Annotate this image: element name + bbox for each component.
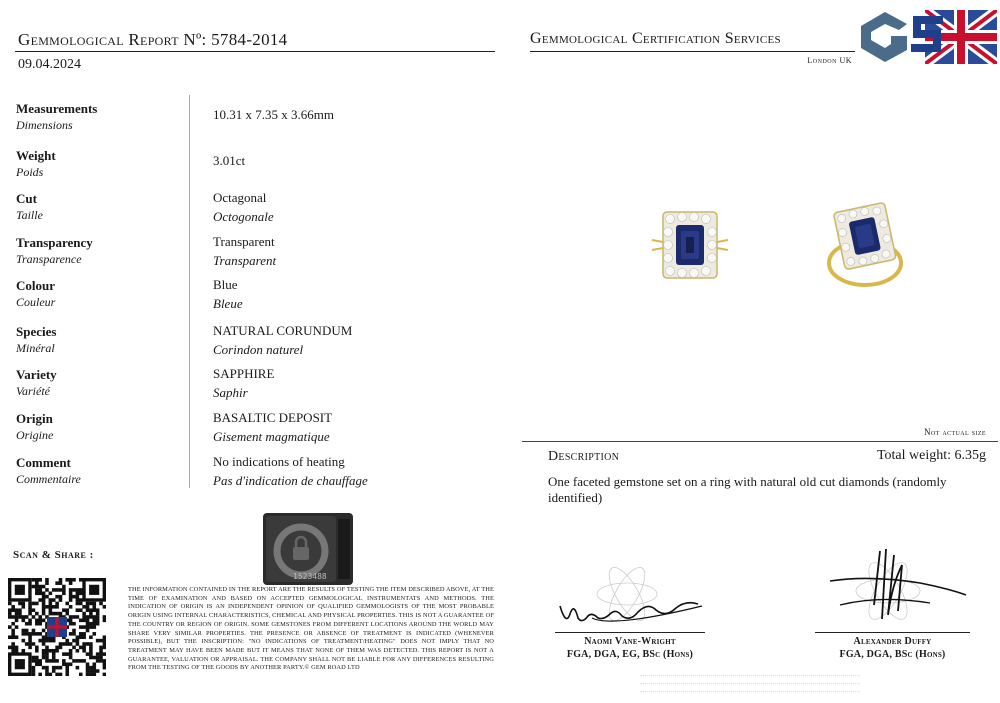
property-label-cut: Cut Taille	[16, 191, 43, 222]
total-weight: Total weight: 6.35g	[876, 448, 986, 463]
description-text: One faceted gemstone set on a ring with natural old cut diamonds (randomly identified)	[548, 474, 947, 505]
signature-rule-1	[555, 632, 705, 633]
property-value-weight: 3.01ct	[213, 153, 246, 168]
scan-share-label: Scan & Share :	[13, 549, 94, 561]
seal-serial: 1523488	[293, 572, 327, 581]
property-value-transparency: Transparent Transparent	[213, 234, 277, 268]
property-value-origin: BASALTIC DEPOSIT Gisement magmatique	[213, 410, 333, 444]
qr-code-icon[interactable]	[8, 578, 106, 676]
company-name: Gemmological Certification Services	[530, 30, 781, 47]
property-label-origin: Origin Origine	[16, 411, 54, 442]
property-label-colour: Colour Couleur	[16, 278, 56, 309]
properties-divider	[189, 95, 190, 488]
faint-watermark-text	[640, 675, 860, 696]
description-title: Description	[548, 449, 620, 464]
union-jack-gcs-logo-icon	[855, 6, 1000, 68]
property-label-transparency: Transparency Transparence	[16, 235, 93, 266]
header-rule-right	[530, 51, 855, 52]
ring-side-view	[829, 202, 901, 285]
property-label-comment: Comment Commentaire	[16, 455, 81, 486]
property-label-variety: Variety Variété	[16, 367, 57, 398]
property-label-weight: Weight Poids	[16, 148, 56, 179]
report-date: 09.04.2024	[18, 57, 81, 72]
signatory-2: Alexander Duffy FGA, DGA, BSc (Hons)	[839, 636, 946, 660]
signatory-1: Naomi Vane-Wright FGA, DGA, EG, BSc (Hons)	[566, 636, 694, 660]
property-value-comment: No indications of heating Pas d'indication de chauffage	[213, 454, 368, 488]
signature-duffy	[810, 545, 970, 637]
property-value-colour: Blue Bleue	[213, 277, 243, 311]
signature-vane-wright	[552, 558, 712, 636]
ring-top-view	[652, 212, 728, 278]
property-value-measurements: 10.31 x 7.35 x 3.66mm	[213, 107, 334, 122]
report-number: Gemmological Report Nº: 5784-2014	[18, 30, 288, 49]
property-label-species: Species Minéral	[16, 324, 57, 355]
property-value-species: NATURAL CORUNDUM Corindon naturel	[213, 323, 353, 357]
not-actual-size-note: Not actual size	[924, 427, 986, 437]
description-rule	[522, 441, 998, 442]
company-location: London UK	[807, 56, 852, 65]
property-value-variety: SAPPHIRE Saphir	[213, 366, 275, 400]
property-label-measurements: Measurements Dimensions	[16, 101, 98, 132]
disclaimer-text: THE INFORMATION CONTAINED IN THE REPORT ARE THE RESULTS OF TESTING THE ITEM DESCRIBED ABOVE, AT THE TIME OF EXAMINATION AND BASED ON ACCEPTED GEMMOLOGICAL INSTRUMENTATS AND METHODS. THE INDICATION OF ORIGIN IS AN INDEPENDENT OPINION OF QUALIFIED GEMMOLOGISTS OF THE MOST PROBABLE ORIGIN USING INTERNAL CHARACTERISTICS, CHEMICAL AND PHYSICAL PROPERTIES. THIS IS NOT A GUARANTEE OF THE COUNTRY OR REGION OF ORIGIN. SOME GEMSTONES FROM DIFFERENT LOCATIONS AROUND THE WORLD MAY SHARE VERY SIMILAR PROPERTIES. THE PRESENCE OR ABSENCE OF TREATMENT IS INDICATED (WHENEVER POSSIBLE), BUT THE INSCRIPTION: "NO INDICATIONS OF TREATMENT/HEATING" DOES NOT IMPLY THAT NO TREATMENT MAY HAVE BEEN MADE BUT IT MEANS THAT NONE OF THEM WAS DETECTED. THIS REPORT IS NOT A GUARANTEE, VALUATION OR APPRAISAL. THE COMPANY SHALL NOT BE LIABLE FOR ANY DIFFERENCES RESULTING FROM THE TESTING OF THE GOODS BY ANOTHER PARTY.© GEM ROAD LTD	[128, 586, 494, 672]
header-rule-left	[15, 51, 495, 52]
signature-rule-2	[815, 632, 970, 633]
ring-photo	[540, 165, 990, 315]
property-value-cut: Octagonal Octogonale	[213, 190, 274, 224]
